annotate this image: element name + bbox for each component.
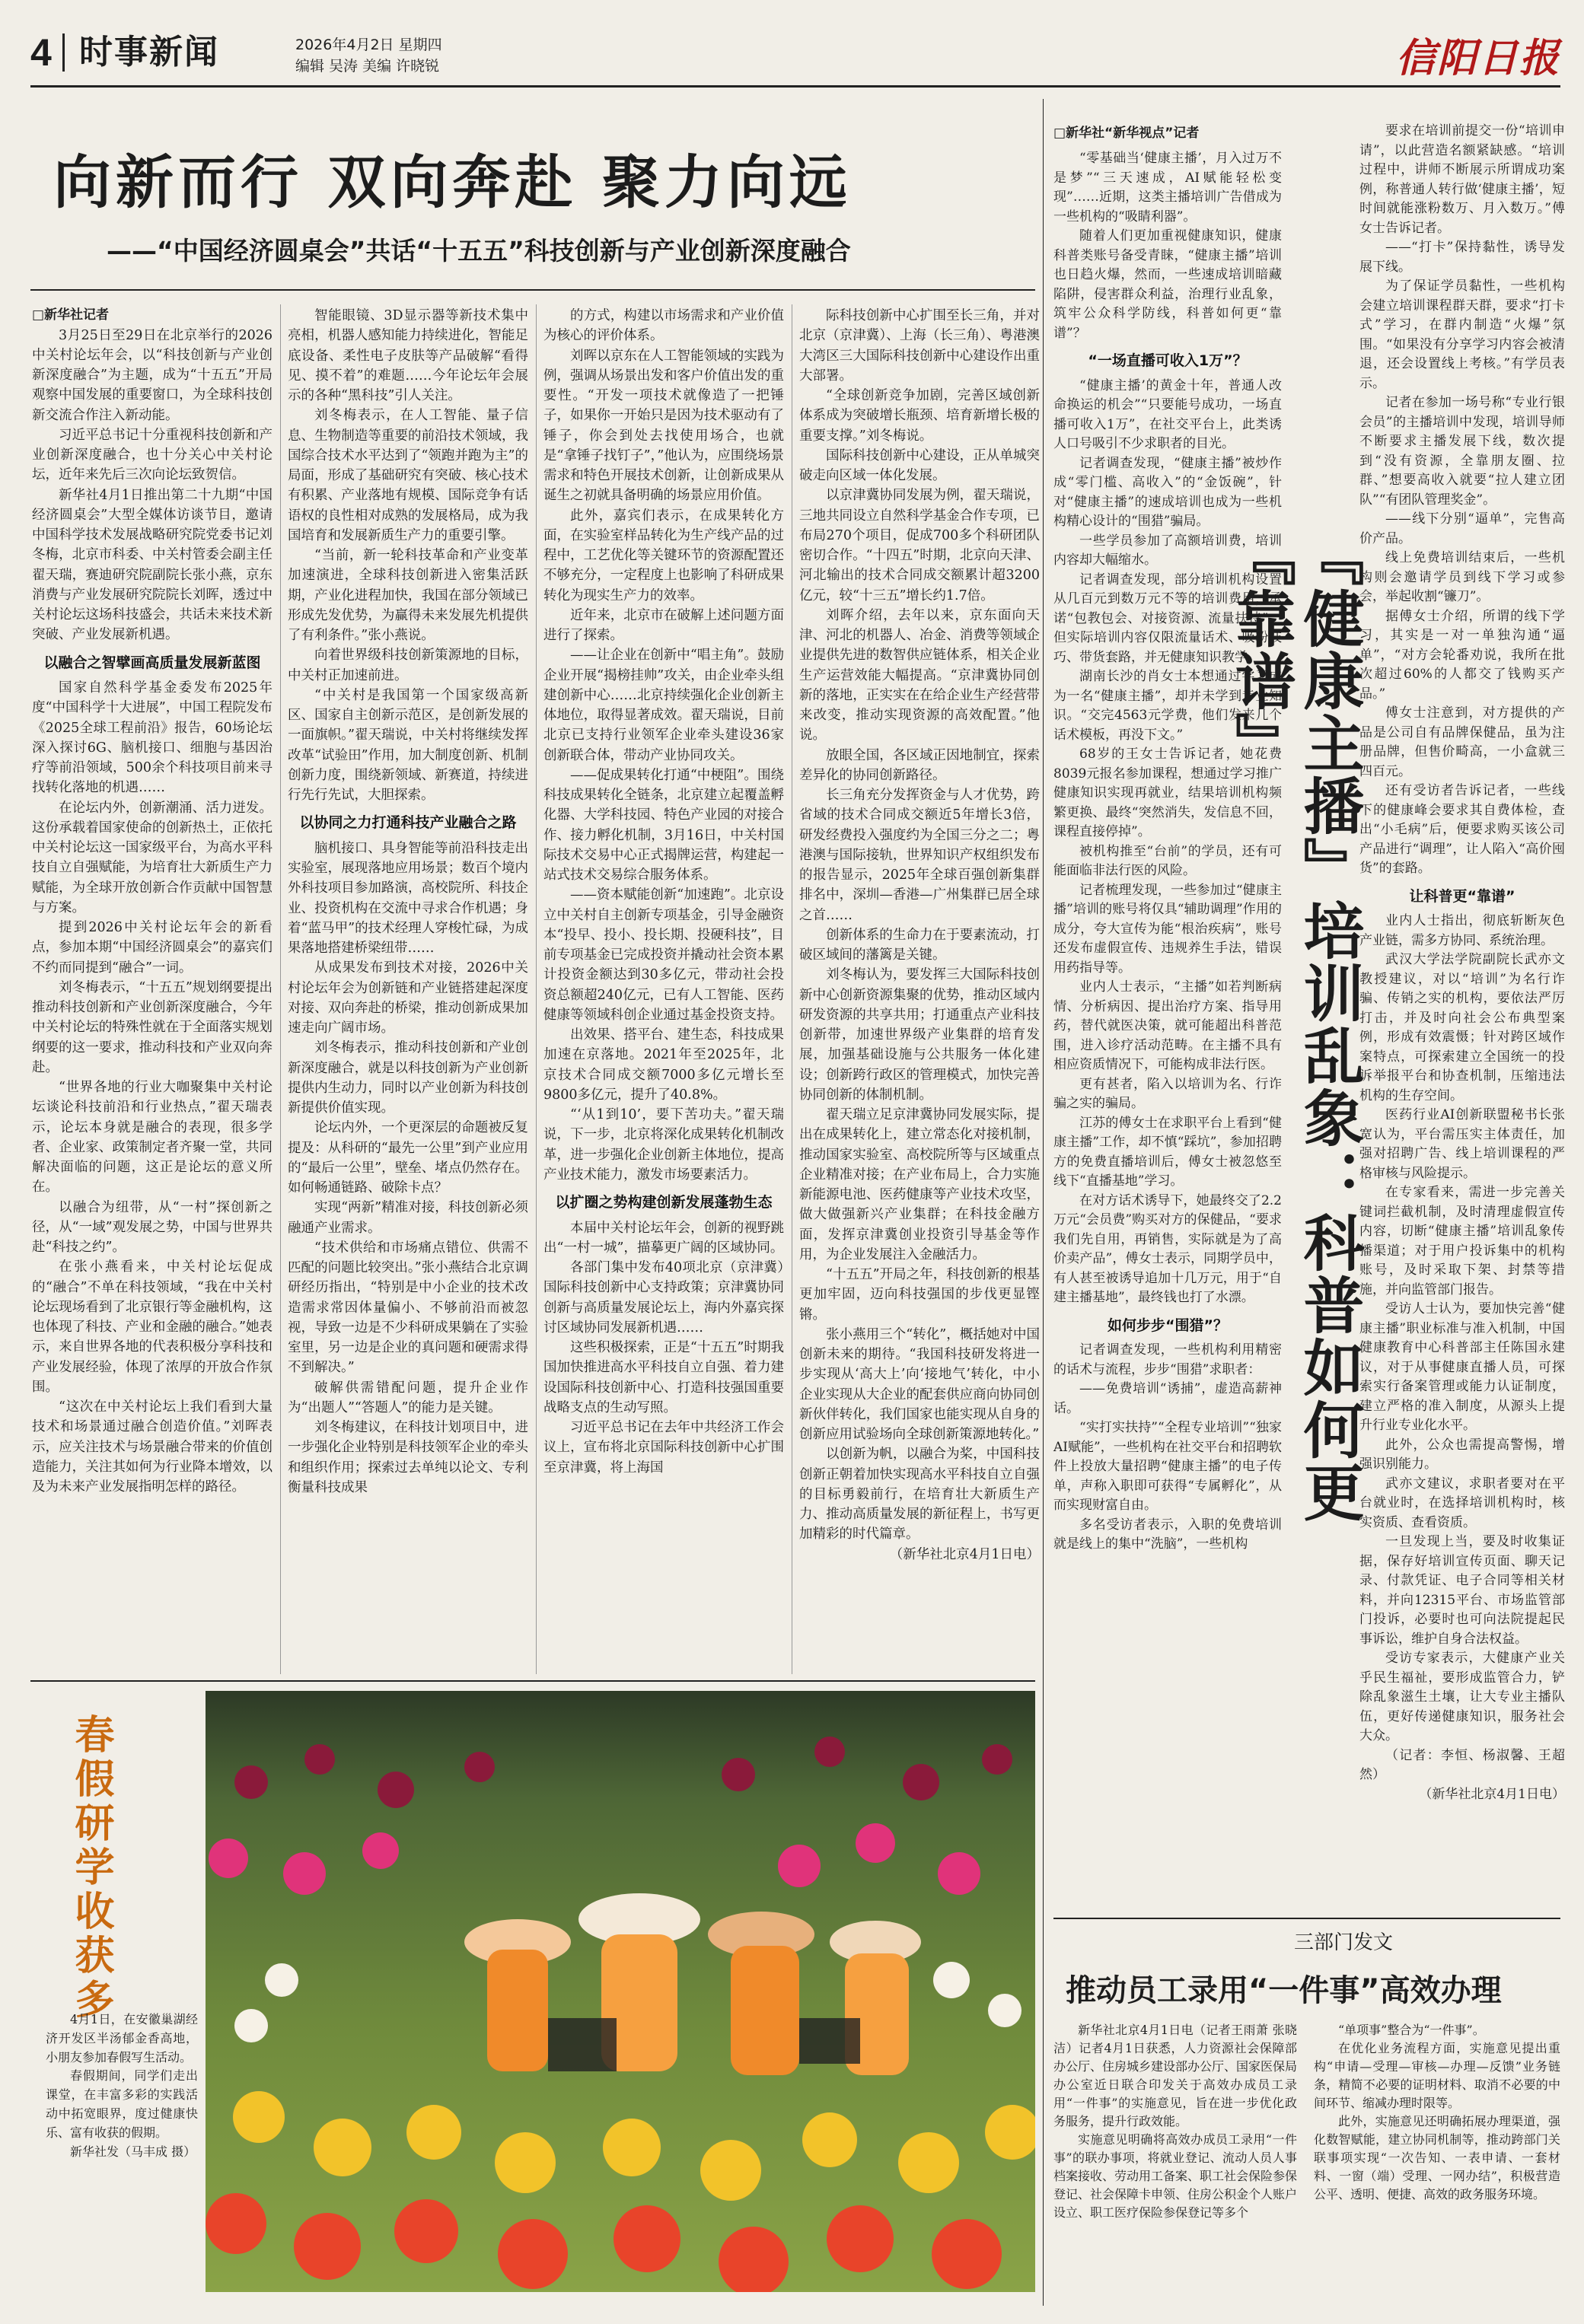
caption-text: 春假期间，同学们走出课堂，在丰富多彩的实践活动中拓宽眼界，度过健康快乐、富有收获的假期。 bbox=[46, 2068, 198, 2140]
right-column-2 bbox=[1359, 122, 1565, 1804]
notice-kicker: 三部门发文 bbox=[1294, 1931, 1394, 1954]
paragraph: 向着世界级科技创新策源地的目标，中关村正加速前进。 bbox=[288, 648, 528, 683]
paragraph: 在论坛内外，创新潮涌、活力迸发。这份承载着国家使命的创新热土，正依托中关村论坛这一国家级平台，为高水平科技自立自强赋能，为培育壮大新质生产力赋能，为全球开放创新合作贡献中国智慧与方案。 bbox=[32, 800, 272, 915]
paragraph: ——免费培训“诱捕”，虚造高薪神话。 bbox=[1053, 1381, 1282, 1416]
section-name: 时事新闻 bbox=[79, 33, 219, 72]
paragraph: 刘晖以京东在人工智能领域的实践为例，强调从场景出发和客户价值出发的重要性。“开发一项技术就像造了一把锤子，如果你一开始只是因为技术驱动有了锤子，你会到处去找使用场合，也就是“拿锤子找钉子”，”他认为，应围绕场景需求和特色开展技术创新，让创新成果从诞生之初就具备明确的场景应用价值。 bbox=[543, 348, 784, 504]
paragraph: 湖南长沙的肖女士本想通过学习成为一名“健康主播”，却并未学到专业知识。“交完4563元学费，他们发来几个话术模板，再没下文。” bbox=[1053, 669, 1282, 743]
header-rule bbox=[30, 85, 1560, 88]
main-subheadline: ——“中国经济圆桌会”共话“十五五”科技创新与产业创新深度融合 bbox=[107, 236, 851, 266]
paragraph: 此外，嘉宾们表示，在成果转化方面，在实验室样品转化为生产线产品的过程中，工艺优化等关键环节的资源配置还不够充分，一定程度上也影响了科研成果转化为现实生产力的效率。 bbox=[543, 508, 784, 603]
paragraph: 际科技创新中心扩围至长三角，并对北京（京津冀）、上海（长三角）、粤港澳大湾区三大国际科技创新中心建设作出重大部署。 bbox=[799, 308, 1040, 384]
credits: （记者：李恒、杨淑馨、王超然） bbox=[1359, 1747, 1565, 1783]
paragraph: 业内人士表示，“主播”如若判断病情、分析病因、提出治疗方案、指导用药，替代就医决策，就可能超出科普范围，进入诊疗活动范畴。在主播不具有相应资质情况下，可能构成非法行医。 bbox=[1053, 979, 1282, 1073]
main-byline: □新华社记者 bbox=[32, 307, 110, 323]
main-column-3 bbox=[543, 306, 784, 1478]
paragraph: “零基础当‘健康主播’，月入过万不是梦”“三天速成，AI赋能轻松变现”……近期，这类主播培训广告借成为一些机构的“吸睛利器”。 bbox=[1053, 151, 1282, 224]
paragraph: 线上免费培训结束后，一些机构则会邀请学员到线下学习或参会，举起收割“镰刀”。 bbox=[1359, 550, 1565, 604]
notice-column-1 bbox=[1053, 2021, 1297, 2222]
paragraph: 受访人士认为，要加快完善“健康主播”职业标准与准入机制，中国健康教育中心科普部主任陈国永建议，对于从事健康直播人员，可探索实行备案管理或能力认证制度，建立严格的准入制度，从源头上提升行业专业化水平。 bbox=[1359, 1301, 1565, 1434]
dateline: （新华社北京4月1日电） bbox=[1419, 1786, 1565, 1802]
paragraph: 各部门集中发布40项北京（京津冀）国际科技创新中心支持政策；京津冀协同创新与高质量发展论坛上，海内外嘉宾探讨区域协同发展新机遇…… bbox=[543, 1260, 784, 1336]
editor-credits: 编辑 吴涛 美编 许晓锐 bbox=[295, 58, 440, 75]
paragraph: “中关村是我国第一个国家级高新区、国家自主创新示范区，是创新发展的一面旗帜。”翟天瑞说，中关村将继续发挥改革“试验田”作用，加大制度创新、机制创新力度，围绕新领域、新赛道，持续进行先行先试，大胆探索。 bbox=[288, 687, 528, 803]
paragraph: 记者调查发现，“健康主播”被炒作成“零门槛、高收入”的“金饭碗”，针对“健康主播”的速成培训也成为一些机构精心设计的“围猎”骗局。 bbox=[1053, 455, 1282, 530]
paragraph: 刘冬梅表示，在人工智能、量子信息、生物制造等重要的前沿技术领域，我国综合技术水平达到了“领跑并跑为主”的局面，形成了基础研究有突破、核心技术有积累、产业落地有规模、国际竞争有话语权的良性相对成熟的发展格局，成为我国培育和发展新质生产力的重要引擎。 bbox=[288, 408, 528, 543]
paragraph: 脑机接口、具身智能等前沿科技走出实验室，展现落地应用场景；数百个境内外科技项目参加路演，高校院所、科技企业、投资机构在交流中寻求合作机遇；身着“蓝马甲”的技术经理人穿梭忙碌，为成果落地搭建桥梁纽带…… bbox=[288, 840, 528, 957]
paragraph: 刘冬梅表示，“十五五”规划纲要提出推动科技创新和产业创新深度融合，今年中关村论坛的特殊性就在于全面落实规划纲要的这一要求，推动科技和产业双向奔赴。 bbox=[32, 979, 272, 1075]
caption-text: 4月1日，在安徽巢湖经济开发区半汤郁金香高地，小朋友参加春假写生活动。 bbox=[46, 2012, 198, 2065]
notice-column-2 bbox=[1314, 2021, 1560, 2204]
photo-feature bbox=[30, 1691, 1035, 2292]
paragraph: 受访专家表示，大健康产业关乎民生福祉，要形成监管合力，铲除乱象滋生土壤，让大专业主播队伍，更好传递健康知识，服务社会大众。 bbox=[1359, 1651, 1565, 1744]
main-headline: 向新而行 双向奔赴 聚力向远 bbox=[53, 148, 852, 216]
paragraph: 记者调查发现，部分培训机构设置从几百元到数万元不等的培训费用，承诺“包教包会、对接资源、流量扶持”，但实际培训内容仅限流量话术、吸粉技巧、带货套路，并无健康知识教学。 bbox=[1053, 571, 1282, 665]
paragraph: 的方式，构建以市场需求和产业价值为核心的评价体系。 bbox=[543, 308, 784, 344]
paragraph: ——线下分别“逼单”，完售高价产品。 bbox=[1359, 511, 1565, 546]
notice-headline: 推动员工录用“一件事”高效办理 bbox=[1066, 1973, 1502, 2008]
paragraph: 论坛内外，一个更深层的命题被反复提及：从科研的“最先一公里”到产业应用的“最后一公里”，壁垒、堵点仍然存在。如何畅通链路、破除卡点？ bbox=[288, 1120, 528, 1196]
subheading: 以扩圈之势构建创新发展蓬勃生态 bbox=[555, 1194, 773, 1211]
paragraph: ——资本赋能创新“加速跑”。北京设立中关村自主创新专项基金，引导金融资本“投早、投小、投长期、投硬科技”，目前专项基金已完成投资并撬动社会资本累计投资金额达到30多亿元，带动社会投资总额超240亿元，已有人工智能、医药健康等领域科创企业通过基金投资支持。 bbox=[543, 887, 784, 1023]
paragraph: 提到2026中关村论坛年会的新看点，参加本期“中国经济圆桌会”的嘉宾们不约而同提到“融合”一词。 bbox=[32, 920, 272, 976]
paragraph: 业内人士指出，彻底斩断灰色产业链，需多方协同、系统治理。 bbox=[1359, 913, 1565, 948]
masthead-logo: 信阳日报 bbox=[1395, 35, 1560, 81]
paragraph: 在专家看来，需进一步完善关键词拦截机制，及时清理虚假宣传内容，切断“健康主播”培训乱象传播渠道；对于用户投诉集中的机构账号，及时采取下架、封禁等措施，并向监管部门报告。 bbox=[1359, 1185, 1565, 1297]
paragraph: 更有甚者，陷入以培训为名、行诈骗之实的骗局。 bbox=[1053, 1076, 1282, 1112]
paragraph: “这次在中关村论坛上我们看到大量技术和场景通过融合创造价值。”刘晖表示，应关注技术与场景融合带来的价值创造能力，关注其如何为行业降本增效，以及为未来产业发展指明怎样的路径。 bbox=[32, 1399, 272, 1495]
paragraph: 以京津冀协同发展为例，翟天瑞说，三地共同设立自然科学基金合作专项，已布局270个项目，促成700多个科研团队密切合作。“十四五”时期，北京向天津、河北输出的技术合同成交额累计超3200亿元，较“十三五”增长约1.7倍。 bbox=[799, 488, 1040, 603]
paragraph: 68岁的王女士告诉记者，她花费8039元报名参加课程，想通过学习推广健康知识实现再就业，结果培训机构频繁更换、最终“突然消失，发信息不回，课程直接停掉”。 bbox=[1053, 747, 1282, 840]
paragraph: 记者调查发现，一些机构利用精密的话术与流程，步步“围猎”求职者： bbox=[1053, 1342, 1282, 1377]
paragraph: 张小燕用三个“转化”，概括她对中国创新未来的期待。“我国科技研发将进一步实现从‘高大上’向‘接地气’转化，中小企业实现从大企业的配套供应商向协同创新伙伴转化，我们国家也能实现从自身的创新应用试验场向全球创新策源地转化。” bbox=[799, 1326, 1040, 1442]
paragraph: 出效果、搭平台、建生态，科技成果加速在京落地。2021年至2025年，北京技术合同成交额7000多亿元增长至9800多亿元，提升了40.8%。 bbox=[543, 1027, 784, 1103]
paragraph: 医药行业AI创新联盟秘书长张宽认为，平台需压实主体责任，加强对招聘广告、线上培训课程的严格审核与风险提示。 bbox=[1359, 1107, 1565, 1181]
paragraph: 创新体系的生命力在于要素流动，打破区域间的藩篱是关键。 bbox=[799, 927, 1040, 963]
paragraph: 以创新为帆，以融合为桨，中国科技创新正朝着加快实现高水平科技自立自强的目标勇毅前行，在培育壮大新质生产力、推动高质量发展的新征程上，书写更加精彩的时代篇章。 bbox=[799, 1447, 1040, 1542]
paragraph: 刘冬梅认为，要发挥三大国际科技创新中心创新资源集聚的优势，推动区域内研发资源的共享共用；打通重点产业科技创新带，加速世界级产业集群的培育发展，加强基础设施与公共服务一体化建设；创新跨行政区的管理模式，加快完善协同创新的体制机制。 bbox=[799, 967, 1040, 1103]
paragraph: “‘从1到10’，要下苦功夫。”翟天瑞说，下一步，北京将深化成果转化机制改革，进一步强化企业创新主体地位，提高产业技术能力，激发市场要素活力。 bbox=[543, 1107, 784, 1183]
main-column-4 bbox=[799, 306, 1040, 1565]
issue-date: 2026年4月2日 星期四 bbox=[295, 37, 442, 53]
paragraph: 记者梳理发现，一些参加过“健康主播”培训的账号将仅具“辅助调理”作用的成分，夸大宣传为能“根治疾病”，账号还发布虚假宣传、违规养生手法，错误用药指导等。 bbox=[1053, 882, 1282, 976]
subheading: 让科普更“靠谱” bbox=[1409, 887, 1515, 905]
paragraph: 江苏的傅女士在求职平台上看到“健康主播”工作，却不慎“踩坑”，参加招聘方的免费直播培训后，傅女士被忽悠至线下“直播基地”学习。 bbox=[1053, 1115, 1282, 1189]
paragraph: 在优化业务流程方面，实施意见提出重构“申请—受理—审核—办理—反馈”业务链条，精简不必要的证明材料、取消不必要的中间环节、缩减办理时限等。 bbox=[1314, 2041, 1560, 2110]
photo-caption bbox=[46, 2010, 198, 2161]
subheading: 以协同之力打通科技产业融合之路 bbox=[299, 814, 517, 832]
paragraph: 随着人们更加重视健康知识，健康科普类账号备受青睐，“健康主播”培训也日趋火爆，然而，一些速成培训暗藏陷阱，侵害群众利益，治理行业乱象，筑牢公众科学防线，科普如何更“靠谱”？ bbox=[1053, 228, 1282, 341]
paragraph: 国家自然科学基金委发布2025年度“中国科学十大进展”，中国工程院发布《2025全球工程前沿》报告，60场论坛深入探讨6G、脑机接口、细胞与基因治疗等前沿领域，500余个科技项目前来寻找转化落地的机遇…… bbox=[32, 680, 272, 796]
paragraph: “技术供给和市场痛点错位、供需不匹配的问题比较突出。”张小燕结合北京调研经历指出，“特别是中小企业的技术改造需求常因体量偏小、不够前沿而被忽视，导致一边是不少科研成果躺在了实验室里，另一边是企业的真问题和硬需求得不到解决。” bbox=[288, 1240, 528, 1376]
paragraph: 此外，实施意见还明确拓展办理渠道，强化数智赋能，建立协同机制等，推动跨部门关联事项实现“一次告知、一表申请、一套材料、一窗（端）受理、一网办结”，积极营造公平、透明、便捷、高效的政务服务环境。 bbox=[1314, 2114, 1560, 2201]
paragraph: ——“打卡”保持黏性，诱导发展下线。 bbox=[1359, 240, 1565, 275]
dateline: （新华社北京4月1日电） bbox=[889, 1546, 1040, 1562]
paragraph: 一些学员参加了高额培训费，培训内容却大幅缩水。 bbox=[1053, 533, 1282, 568]
paragraph: “世界各地的行业大咖聚集中关村论坛谈论科技前沿和行业热点，”翟天瑞表示，论坛本身就是融合的表现，很多学者、企业家、政策制定者齐聚一堂，共同解决面临的问题，这正是论坛的意义所在。 bbox=[32, 1080, 272, 1195]
photo-title: 春假研学收获多 bbox=[68, 1714, 113, 2023]
main-column-2 bbox=[288, 306, 528, 1498]
paragraph: 刘冬梅建议，在科技计划项目中，进一步强化企业特别是科技领军企业的牵头和组织作用；探索过去单纯以论文、专利衡量科技成果 bbox=[288, 1420, 528, 1495]
tulip-field-photo bbox=[206, 1691, 1035, 2292]
paragraph: 以融合为纽带，从“一村”探创新之径，从“一域”观发展之势，中国与世界共赴“科技之约”。 bbox=[32, 1199, 272, 1256]
paragraph: 国际科技创新中心建设，正从单城突破走向区域一体化发展。 bbox=[799, 447, 1040, 483]
main-column-1 bbox=[32, 306, 272, 1497]
paragraph: 在张小燕看来，中关村论坛促成的“融合”不单在科技领域，“我在中关村论坛现场看到了北京银行等金融机构，这也体现了科技、产业和金融的融合。”她表示，来自世界各地的代表积极分享科技和产业发展经验，体现了浓厚的开放合作氛围。 bbox=[32, 1259, 272, 1395]
paragraph: 本届中关村论坛年会，创新的视野跳出“一村一城”，描摹更广阔的区域协同。 bbox=[543, 1220, 784, 1256]
page-header bbox=[30, 29, 1560, 81]
subheading: 如何步步“围猎”？ bbox=[1108, 1316, 1228, 1334]
paragraph: ——促成果转化打通“中梗阻”。围绕科技成果转化全链条，北京建立起覆盖孵化器、大学科技园、特色产业园的对接合作、接力孵化机制，3月16日，中关村国际技术交易中心正式揭牌运营，构建起一站式技术交易综合服务体系。 bbox=[543, 767, 784, 883]
paragraph: 智能眼镜、3D显示器等新技术集中亮相，机器人感知能力持续进化，智能足底设备、柔性电子皮肤等产品破解“看得见、摸不着”的难题……今年论坛年会展示的各种“黑科技”引人关注。 bbox=[288, 308, 528, 403]
paragraph: “当前，新一轮科技革命和产业变革加速演进，全球科技创新进入密集活跃期，产业化进程加快，我国在部分领域已形成先发优势，为赢得未来发展先机提供了有利条件。”张小燕说。 bbox=[288, 548, 528, 643]
right-headline: 『健康主播』培训乱象：科普如何更『靠谱』 bbox=[1225, 525, 1364, 1523]
paragraph: 从成果发布到技术对接，2026中关村论坛年会为创新链和产业链搭建起深度对接、双向奔赴的桥梁，推动创新成果加速走向广阔市场。 bbox=[288, 960, 528, 1036]
photo-credit: 新华社发（马丰成 摄） bbox=[70, 2144, 196, 2159]
headline-rule bbox=[30, 289, 1035, 291]
paragraph: 破解供需错配问题，提升企业作为“出题人”“答题人”的能力是关键。 bbox=[288, 1380, 528, 1415]
paragraph: 习近平总书记在去年中共经济工作会议上，宣布将北京国际科技创新中心扩围至京津冀，将上海国 bbox=[543, 1420, 784, 1476]
subheading: “一场直播可收入1万”？ bbox=[1088, 352, 1248, 369]
paragraph: “单项事”整合为“一件事”。 bbox=[1338, 2023, 1485, 2037]
paragraph: 实现“两新”精准对接，科技创新必须融通产业需求。 bbox=[288, 1200, 528, 1236]
paragraph: 放眼全国，各区域正因地制宜，探索差异化的协同创新路径。 bbox=[799, 747, 1040, 783]
paragraph: 新华社北京4月1日电（记者王雨萧 张晓洁）记者4月1日获悉，人力资源社会保障部办公厅、住房城乡建设部办公厅、国家医保局办公室近日联合印发关于高效办成员工录用“一件事”的实施意见，旨在进一步优化政务服务，提升行政效能。 bbox=[1053, 2023, 1298, 2128]
header-divider bbox=[62, 33, 65, 72]
paragraph: 刘冬梅表示，推动科技创新和产业创新深度融合，就是以科技创新为产业创新提供内生动力，同时以产业创新为科技创新提供价值实现。 bbox=[288, 1040, 528, 1116]
paragraph: 翟天瑞立足京津冀协同发展实际，提出在成果转化上，建立常态化对接机制，推动国家实验室、高校院所等与区域重点企业精准对接；在产业布局上，合力实施新能源电池、医药健康等产业技术攻坚，做大做强新兴产业集群；在科技金融方面，发挥京津冀创业投资引导基金等作用，为企业发展注入金融活力。 bbox=[799, 1107, 1040, 1262]
page-number: 4 bbox=[30, 31, 52, 74]
paragraph: 刘晖介绍，去年以来，京东面向天津、河北的机器人、冶金、消费等领域企业提供先进的数智供应链体系，相关企业生产运营效能大幅提高。“京津冀协同创新的落地，正实实在在给企业生产经营带来改变，推动实现资源的高效配置。”他说。 bbox=[799, 607, 1040, 743]
right-column-1 bbox=[1053, 149, 1282, 1555]
column-divider bbox=[280, 304, 281, 1674]
paragraph: 这些积极探索，正是“十五五”时期我国加快推进高水平科技自立自强、着力建设国际科技创新中心、打造科技强国重要战略支点的生动写照。 bbox=[543, 1340, 784, 1415]
paragraph: 武亦文建议，求职者要对在平台就业时，在选择培训机构时，核实资质、查看资质。 bbox=[1359, 1476, 1565, 1530]
paragraph: “全球创新竞争加剧，完善区域创新体系成为突破增长瓶颈、培育新增长极的重要支撑。”刘冬梅说。 bbox=[799, 388, 1040, 444]
paragraph: 为了保证学员黏性，一些机构会建立培训课程群天群，要求“打卡式”学习，在群内制造“火爆”氛围。“如果没有分享学习内容会被清退，还会设置线上考核。”有学员表示。 bbox=[1359, 279, 1565, 391]
paragraph: ——让企业在创新中“唱主角”。鼓励企业开展“揭榜挂帅”攻关，由企业牵头组建创新中心……北京持续强化企业创新主体地位，取得显著成效。翟天瑞说，目前北京已支持行业领军企业牵头建设36家创新联合体，带动产业协同攻关。 bbox=[543, 648, 784, 763]
paragraph: 傅女士注意到，对方提供的产品是公司自有品牌保健品，虽为注册品牌，但售价畸高，一小盒就三四百元。 bbox=[1359, 705, 1565, 779]
paragraph: 实施意见明确将高效办成员工录用“一件事”的联办事项，将就业登记、流动人员人事档案接收、劳动用工备案、职工社会保险参保登记、社会保障卡申领、住房公积金个人账户设立、职工医疗保险参保登记等多个 bbox=[1053, 2132, 1298, 2220]
paragraph: 还有受访者告诉记者，一些线下的健康峰会要求其自费体检，查出“小毛病”后，便要求购买该公司产品进行“调理”，让人陷入“高价囤货”的套路。 bbox=[1359, 783, 1565, 876]
paragraph: 在对方话术诱导下，她最终交了2.2万元“会员费”购买对方的保健品，“要求我们先自用，再销售，实际就是为了高价卖产品”，傅女士表示，同期学员中，有人甚至被诱导追加十几万元，用于“自建主播基地”，最终钱也打了水漂。 bbox=[1053, 1192, 1282, 1306]
paragraph: 据傅女士介绍，所谓的线下学习，其实是一对一单独沟通“逼单”，“对方会轮番劝说，我所在批次超过60%的人都交了钱购买产品。” bbox=[1359, 608, 1565, 702]
paragraph: 长三角充分发挥资金与人才优势，跨省域的技术合同成交额近5年增长3倍，研发经费投入强度约为全国三分之二；粤港澳与国际接轨，世界知识产权组织发布的报告显示，2025年全球百强创新集群排名中，深圳—香港—广州集群已居全球之首…… bbox=[799, 788, 1040, 923]
right-tag: □新华社“新华视点”记者 bbox=[1053, 126, 1200, 141]
paragraph: 记者在参加一场号称“专业行银会员”的主播培训中发现，培训导师不断要求主播发展下线，数次提到“没有资源，全靠朋友圈、拉群、”想要高收入就要“拉人建立团队”“有团队管理奖金”。 bbox=[1359, 395, 1565, 508]
section-rule bbox=[30, 1680, 1035, 1682]
column-divider bbox=[536, 304, 537, 1674]
subheading: 以融合之智擘画高质量发展新蓝图 bbox=[43, 654, 261, 671]
paragraph: “十五五”开局之年，科技创新的根基更加牢固，迈向科技强国的步伐更显铿锵。 bbox=[799, 1267, 1040, 1323]
paragraph: 新华社4月1日推出第二十九期“中国经济圆桌会”大型全媒体访谈节目，邀请中国科学技术发展战略研究院党委书记刘冬梅，北京市科委、中关村管委会副主任翟天瑞，赛迪研究院副院长张小燕，京东消费与产业发展研究院院长刘晖，透过中关村论坛这场科技盛会，共话未来技术新突破、产业发展新机遇。 bbox=[32, 487, 272, 643]
paragraph: 此外，公众也需提高警惕，增强识别能力。 bbox=[1359, 1437, 1565, 1472]
paragraph: 习近平总书记十分重视科技创新和产业创新深度融合，也十分关心中关村论坛，近年来先后三次向论坛致贺信。 bbox=[32, 427, 272, 483]
paragraph: 被机构推至“台前”的学员，还有可能面临非法行医的风险。 bbox=[1053, 843, 1282, 879]
paragraph: 一旦发现上当，要及时收集证据，保存好培训宣传页面、聊天记录、付款凭证、电子合同等相关材料，并向12315平台、市场监管部门投诉，必要时也可向法院提起民事诉讼，维护自身合法权益。 bbox=[1359, 1534, 1565, 1647]
paragraph: 要求在培训前提交一份“培训申请”，以此营造名额紧缺感。“培训过程中，讲师不断展示所谓成功案例，称普通人转行做‘健康主播’，短时间就能涨粉数万、月入数万。”傅女士告诉记者。 bbox=[1359, 123, 1565, 236]
paragraph: 多名受访者表示，入职的免费培训就是线上的集中“洗脑”，一些机构 bbox=[1053, 1517, 1282, 1552]
paragraph: 3月25日至29日在北京举行的2026中关村论坛年会，以“科技创新与产业创新深度融合”为主题，成为“十五五”开局观察中国发展的重要窗口，为全球科技创新交流合作注入新动能。 bbox=[32, 327, 272, 423]
paragraph: “实打实扶持”“全程专业培训”“独家AI赋能”，一些机构在社交平台和招聘软件上投放大量招聘“健康主播”的电子传单，声称入职即可获得“专属孵化”，从而实现财富自由。 bbox=[1053, 1420, 1282, 1514]
paragraph: 武汉大学法学院副院长武亦文教授建议，对以“培训”为名行诈骗、传销之实的机构，要依法严厉打击，并及时向社会公布典型案例，形成有效震慑；针对跨区域作案特点，可探索建立全国统一的投诉举报平台和协查机制，压缩违法机构的生存空间。 bbox=[1359, 952, 1565, 1103]
children-figures bbox=[464, 1893, 921, 2075]
paragraph: 近年来，北京市在破解上述问题方面进行了探索。 bbox=[543, 607, 784, 643]
section-divider bbox=[1043, 99, 1044, 2306]
notice-rule bbox=[1053, 1918, 1560, 1919]
paragraph: “健康主播’的黄金十年，普通人改命换运的机会”“只要能号成功，一场直播可收入1万”，在社交平台上，此类诱人口号吸引不少求职者的目光。 bbox=[1053, 377, 1282, 452]
photo-illustration bbox=[206, 1691, 1035, 2292]
